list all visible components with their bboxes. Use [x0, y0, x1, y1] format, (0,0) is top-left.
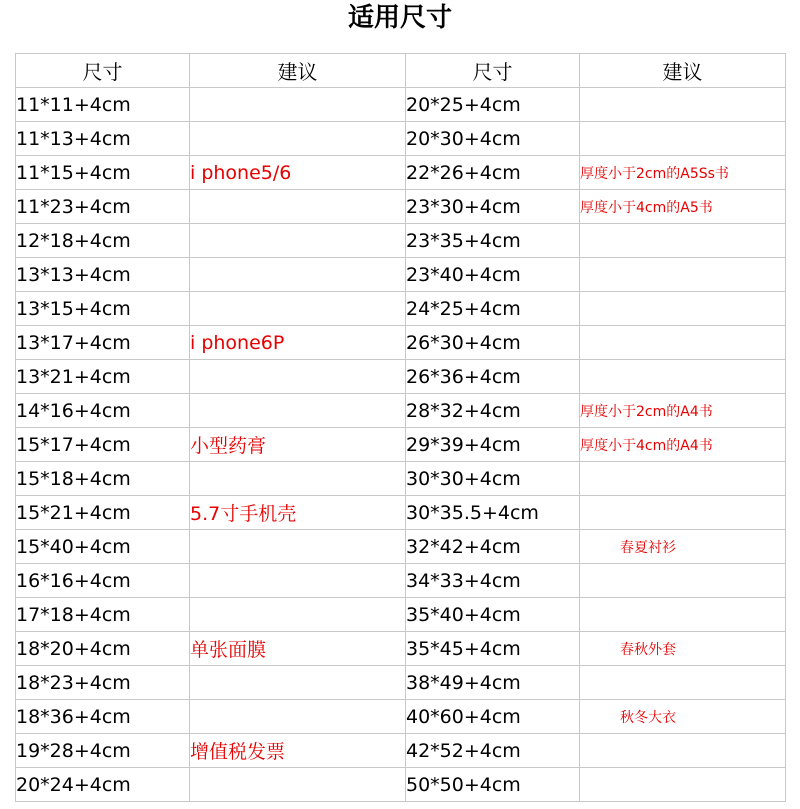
size-cell-right: 40*60+4cm	[406, 700, 580, 734]
suggestion-cell-left: 5.7寸手机壳	[190, 496, 406, 530]
size-cell-right: 30*30+4cm	[406, 462, 580, 496]
size-cell-left: 18*20+4cm	[16, 632, 190, 666]
size-cell-right: 42*52+4cm	[406, 734, 580, 768]
suggestion-cell-left: i phone5/6	[190, 156, 406, 190]
suggestion-cell-right	[580, 564, 786, 598]
suggestion-cell-right	[580, 462, 786, 496]
table-row	[16, 598, 786, 632]
size-cell-right: 35*45+4cm	[406, 632, 580, 666]
table-row	[16, 462, 786, 496]
size-cell-right: 24*25+4cm	[406, 292, 580, 326]
suggestion-cell-left	[190, 598, 406, 632]
table-row	[16, 360, 786, 394]
suggestion-cell-right	[580, 666, 786, 700]
suggestion-cell-left	[190, 360, 406, 394]
table-row	[16, 88, 786, 122]
table-row	[16, 530, 786, 564]
table-row	[16, 326, 786, 360]
size-cell-right: 23*35+4cm	[406, 224, 580, 258]
size-cell-right: 38*49+4cm	[406, 666, 580, 700]
size-cell-right: 29*39+4cm	[406, 428, 580, 462]
size-cell-left: 15*18+4cm	[16, 462, 190, 496]
suggestion-cell-right	[580, 598, 786, 632]
size-cell-left: 15*21+4cm	[16, 496, 190, 530]
table-row	[16, 666, 786, 700]
suggestion-cell-right	[580, 88, 786, 122]
suggestion-cell-left	[190, 258, 406, 292]
table-row	[16, 428, 786, 462]
suggestion-cell-right	[580, 734, 786, 768]
suggestion-cell-right	[580, 122, 786, 156]
suggestion-cell-right: 春秋外套	[580, 632, 786, 666]
suggestion-cell-left	[190, 768, 406, 802]
suggestion-cell-left: 增值税发票	[190, 734, 406, 768]
header-suggestion-right: 建议	[580, 54, 786, 88]
suggestion-cell-left: 小型药膏	[190, 428, 406, 462]
size-cell-right: 32*42+4cm	[406, 530, 580, 564]
size-cell-left: 13*15+4cm	[16, 292, 190, 326]
size-cell-right: 23*30+4cm	[406, 190, 580, 224]
table-row	[16, 700, 786, 734]
suggestion-cell-left	[190, 88, 406, 122]
suggestion-cell-left	[190, 292, 406, 326]
size-cell-right: 34*33+4cm	[406, 564, 580, 598]
size-cell-left: 11*15+4cm	[16, 156, 190, 190]
suggestion-cell-right	[580, 768, 786, 802]
suggestion-cell-left	[190, 564, 406, 598]
size-cell-left: 13*13+4cm	[16, 258, 190, 292]
size-cell-right: 28*32+4cm	[406, 394, 580, 428]
table-row	[16, 496, 786, 530]
size-cell-left: 11*11+4cm	[16, 88, 190, 122]
table-row	[16, 224, 786, 258]
suggestion-cell-right: 春夏衬衫	[580, 530, 786, 564]
table-row	[16, 122, 786, 156]
suggestion-cell-left	[190, 122, 406, 156]
suggestion-cell-left	[190, 666, 406, 700]
suggestion-cell-left	[190, 700, 406, 734]
table-row	[16, 564, 786, 598]
size-cell-left: 12*18+4cm	[16, 224, 190, 258]
suggestion-cell-right: 秋冬大衣	[580, 700, 786, 734]
table-header-row	[16, 54, 786, 88]
suggestion-cell-right: 厚度小于4cm的A5书	[580, 190, 786, 224]
suggestion-cell-right	[580, 292, 786, 326]
header-size-right: 尺寸	[406, 54, 580, 88]
size-cell-left: 18*36+4cm	[16, 700, 190, 734]
size-cell-right: 26*30+4cm	[406, 326, 580, 360]
size-cell-right: 20*30+4cm	[406, 122, 580, 156]
table-row	[16, 734, 786, 768]
size-cell-left: 11*23+4cm	[16, 190, 190, 224]
suggestion-cell-right: 厚度小于2cm的A4书	[580, 394, 786, 428]
suggestion-cell-right: 厚度小于2cm的A5Ss书	[580, 156, 786, 190]
size-cell-left: 13*17+4cm	[16, 326, 190, 360]
table-row	[16, 632, 786, 666]
table-row	[16, 768, 786, 802]
suggestion-cell-right	[580, 326, 786, 360]
size-cell-left: 11*13+4cm	[16, 122, 190, 156]
size-cell-left: 20*24+4cm	[16, 768, 190, 802]
size-cell-left: 16*16+4cm	[16, 564, 190, 598]
suggestion-cell-right	[580, 224, 786, 258]
size-cell-right: 22*26+4cm	[406, 156, 580, 190]
suggestion-cell-left	[190, 394, 406, 428]
size-cell-left: 19*28+4cm	[16, 734, 190, 768]
suggestion-cell-left	[190, 530, 406, 564]
table-row	[16, 190, 786, 224]
size-cell-left: 13*21+4cm	[16, 360, 190, 394]
size-cell-right: 50*50+4cm	[406, 768, 580, 802]
suggestion-cell-left: 单张面膜	[190, 632, 406, 666]
size-cell-right: 23*40+4cm	[406, 258, 580, 292]
table-row	[16, 156, 786, 190]
size-cell-left: 15*40+4cm	[16, 530, 190, 564]
table-row	[16, 258, 786, 292]
size-cell-right: 35*40+4cm	[406, 598, 580, 632]
size-cell-left: 17*18+4cm	[16, 598, 190, 632]
suggestion-cell-right	[580, 496, 786, 530]
suggestion-cell-right	[580, 258, 786, 292]
suggestion-cell-left: i phone6P	[190, 326, 406, 360]
size-cell-left: 15*17+4cm	[16, 428, 190, 462]
header-suggestion-left: 建议	[190, 54, 406, 88]
table-row	[16, 394, 786, 428]
size-cell-right: 30*35.5+4cm	[406, 496, 580, 530]
suggestion-cell-left	[190, 224, 406, 258]
suggestion-cell-left	[190, 462, 406, 496]
size-cell-left: 14*16+4cm	[16, 394, 190, 428]
size-cell-left: 18*23+4cm	[16, 666, 190, 700]
suggestion-cell-right	[580, 360, 786, 394]
table-row	[16, 292, 786, 326]
suggestion-cell-left	[190, 190, 406, 224]
page-title: 适用尺寸	[347, 3, 452, 33]
suggestion-cell-right: 厚度小于4cm的A4书	[580, 428, 786, 462]
size-cell-right: 20*25+4cm	[406, 88, 580, 122]
size-cell-right: 26*36+4cm	[406, 360, 580, 394]
header-size-left: 尺寸	[16, 54, 190, 88]
size-table	[15, 53, 786, 802]
